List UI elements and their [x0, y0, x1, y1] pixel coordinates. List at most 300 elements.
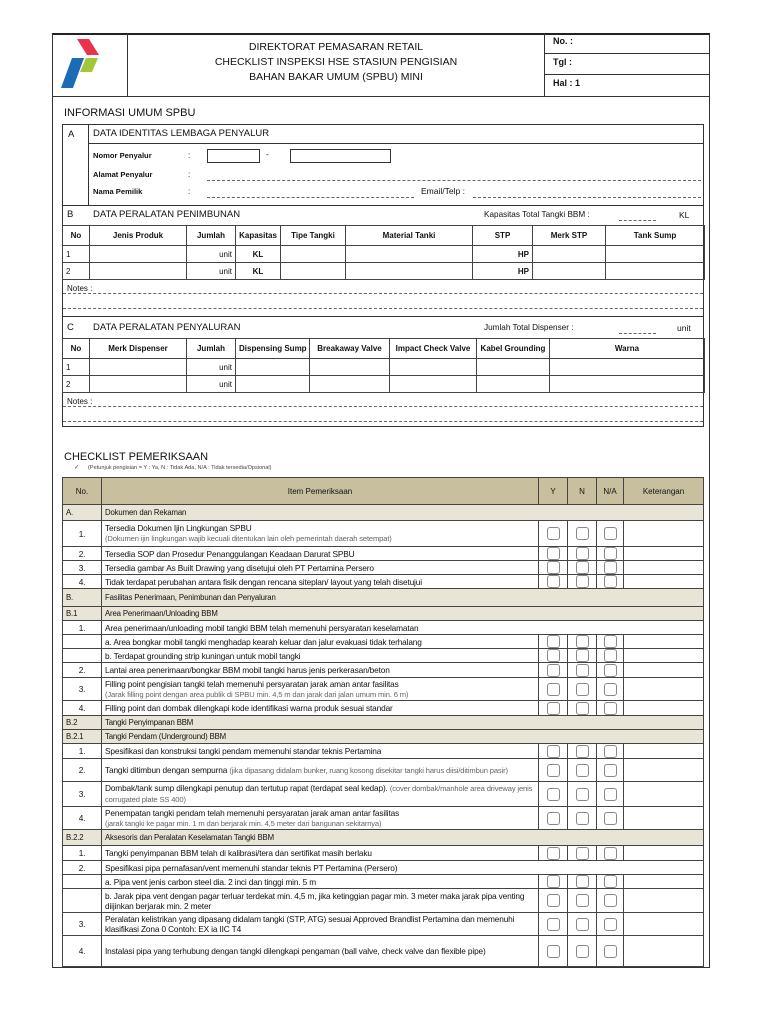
checkbox-y[interactable]: [547, 664, 560, 677]
keterangan-input[interactable]: [624, 575, 704, 589]
cell-n: [568, 782, 597, 807]
email-telp-input[interactable]: [473, 197, 701, 198]
item-label: b. Jarak pipa vent dengan pagar terluar terdekat min. 4,5 m, jika ketinggian pagar min. 3 meter maka jarak pipa venting diijinkan berjarak min. 2 meter: [105, 890, 525, 911]
cell-na: [597, 807, 624, 830]
checkbox-n[interactable]: [576, 649, 589, 662]
table-cell[interactable]: [533, 263, 606, 280]
item-text: [102, 621, 704, 635]
table-cell[interactable]: [550, 359, 705, 376]
keterangan-input[interactable]: [624, 547, 704, 561]
cell-y: [539, 635, 568, 649]
checkbox-na[interactable]: [604, 702, 617, 715]
unit-label: KL: [679, 210, 690, 220]
item-label: Filling point dan dombak dilengkapi kode identifikasi warna produk sesuai standar: [105, 703, 393, 713]
table-cell[interactable]: [550, 376, 705, 393]
info-title: INFORMASI UMUM SPBU: [64, 107, 196, 119]
checkbox-n[interactable]: [576, 561, 589, 574]
cell-y: [539, 807, 568, 830]
cell-n: [568, 649, 597, 663]
pertamina-logo: [52, 33, 128, 97]
checkbox-n[interactable]: [576, 635, 589, 648]
table-cell[interactable]: [90, 263, 187, 280]
column-header: Merk STP: [533, 226, 606, 246]
checklist-row: [63, 649, 704, 663]
table-cell[interactable]: [281, 246, 346, 263]
cell-na: [597, 635, 624, 649]
item-number: 1.: [63, 521, 102, 547]
checkbox-y[interactable]: [547, 745, 560, 758]
notes-line[interactable]: [63, 421, 703, 422]
notes-line[interactable]: [63, 406, 703, 407]
table-cell[interactable]: [90, 359, 187, 376]
cell-na: [597, 889, 624, 913]
checklist-row: [63, 621, 704, 635]
keterangan-input[interactable]: [624, 889, 704, 913]
cell-y: [539, 875, 568, 889]
cell-y: [539, 649, 568, 663]
title-line: DIREKTORAT PEMASARAN RETAIL: [248, 41, 424, 53]
item-number: B.2: [63, 716, 102, 730]
checkbox-y[interactable]: [547, 635, 560, 648]
item-note: (Dokumen ijin lingkungan wajib kecuali ditentukan lain oleh pemerintah daerah setempat): [105, 534, 392, 543]
document-title: [128, 33, 545, 97]
column-header: N: [568, 478, 597, 505]
field-label: Alamat Penyalur: [93, 170, 153, 179]
item-label: Area penerimaan/unloading mobil tangki BBM telah memenuhi persyaratan keselamatan: [105, 622, 419, 633]
item-text: [102, 649, 539, 663]
item-text: [102, 889, 539, 913]
cell-na: [597, 663, 624, 678]
checkbox-y[interactable]: [547, 547, 560, 560]
checkbox-n[interactable]: [576, 527, 589, 540]
fill-instructions: (Petunjuk pengisian = Y : Ya, N : Tidak Ada, N/A : Tidak tersedia/Opsional): [88, 465, 272, 471]
checkbox-y[interactable]: [547, 764, 560, 777]
checklist-row: [63, 846, 704, 861]
column-header: No.: [63, 478, 102, 505]
item-number: 4.: [63, 936, 102, 967]
item-number: A.: [63, 505, 102, 521]
column-header: N/A: [597, 478, 624, 505]
total-dispenser-input[interactable]: [619, 333, 656, 334]
keterangan-input[interactable]: [624, 649, 704, 663]
table-cell[interactable]: [390, 359, 477, 376]
item-number: 2.: [63, 663, 102, 678]
keterangan-input[interactable]: [624, 913, 704, 936]
cell-n: [568, 807, 597, 830]
checkbox-n[interactable]: [576, 847, 589, 860]
cell-n: [568, 759, 597, 782]
checkbox-na[interactable]: [604, 764, 617, 777]
checklist-row: [63, 744, 704, 759]
item-number: 3.: [63, 678, 102, 701]
checklist-title: CHECKLIST PEMERIKSAAN: [64, 451, 209, 463]
section-title: DATA PERALATAN PENYALURAN: [93, 322, 241, 333]
item-text: [102, 913, 539, 936]
cell-na: [597, 936, 624, 967]
checkbox-n[interactable]: [576, 812, 589, 825]
checkbox-na[interactable]: [604, 894, 617, 907]
cell-n: [568, 936, 597, 967]
cell-y: [539, 889, 568, 913]
checkbox-y[interactable]: [547, 812, 560, 825]
column-header: Tank Sump: [606, 226, 705, 246]
checkbox-na[interactable]: [604, 527, 617, 540]
checkbox-n[interactable]: [576, 683, 589, 696]
cell-y: [539, 521, 568, 547]
column-header: No: [63, 339, 90, 359]
keterangan-input[interactable]: [624, 663, 704, 678]
cell-na: [597, 649, 624, 663]
section-row: [63, 607, 704, 621]
checkbox-n[interactable]: [576, 918, 589, 931]
cell-y: [539, 547, 568, 561]
table-cell[interactable]: [310, 376, 390, 393]
checklist-row: [63, 521, 704, 547]
checkbox-na[interactable]: [604, 745, 617, 758]
nomor-penyalur-input-2[interactable]: [290, 149, 391, 163]
cell-na: [597, 547, 624, 561]
table-cell[interactable]: [281, 263, 346, 280]
section-title: DATA IDENTITAS LEMBAGA PENYALUR: [89, 125, 703, 144]
checkbox-n[interactable]: [576, 664, 589, 677]
cell-na: [597, 782, 624, 807]
checklist-row: [63, 663, 704, 678]
section-b: [62, 205, 704, 317]
checkbox-na[interactable]: [604, 649, 617, 662]
colon: :: [188, 170, 191, 179]
cell-y: [539, 575, 568, 589]
item-text: [102, 575, 539, 589]
item-label: b. Terdapat grounding strip kuningan untuk mobil tangki: [105, 650, 301, 661]
colon: :: [188, 187, 191, 196]
checkbox-y[interactable]: [547, 894, 560, 907]
table-cell[interactable]: unit: [187, 246, 236, 263]
section-row: [63, 589, 704, 607]
item-text: [102, 759, 539, 782]
item-label: Instalasi pipa yang terhubung dengan tangki dilengkapi pengaman (ball valve, check valve dan flexible pipe): [105, 946, 486, 956]
row-number: 2: [63, 376, 90, 393]
keterangan-input[interactable]: [624, 759, 704, 782]
checkbox-n[interactable]: [576, 875, 589, 888]
notes-line[interactable]: [63, 293, 703, 294]
keterangan-input[interactable]: [624, 701, 704, 716]
checklist-row: [63, 782, 704, 807]
item-number: 3.: [63, 913, 102, 936]
column-header: Kapasitas: [236, 226, 281, 246]
item-label: Peralatan kelistrikan yang dipasang didalam tangki (STP, ATG) sesuai Approved Brandlist Pertamina dan memenuhi klasifikasi Zona 0 Contoh: EX ia IIC T4: [105, 914, 515, 934]
item-text: [102, 547, 539, 561]
checkbox-n[interactable]: [576, 745, 589, 758]
checklist-row: [63, 861, 704, 875]
colon: :: [188, 151, 191, 160]
checkbox-n[interactable]: [576, 547, 589, 560]
keterangan-input[interactable]: [624, 561, 704, 575]
item-text: [102, 678, 539, 701]
cell-n: [568, 561, 597, 575]
item-text: [102, 521, 539, 547]
column-header: Tipe Tangki: [281, 226, 346, 246]
item-label: Dombak/tank sump dilengkapi penutup dan tertutup rapat (terdapat seal kedap).: [105, 783, 388, 793]
checkbox-na[interactable]: [604, 635, 617, 648]
cell-y: [539, 663, 568, 678]
item-number: B.2.2: [63, 830, 102, 846]
column-header: Jumlah: [187, 226, 236, 246]
keterangan-input[interactable]: [624, 936, 704, 967]
table-cell[interactable]: [533, 246, 606, 263]
table-cell[interactable]: [346, 246, 473, 263]
item-label: Spesifikasi dan konstruksi tangki pendam memenuhi standar teknis Pertamina: [105, 746, 382, 756]
checklist-row: [63, 875, 704, 889]
cell-n: [568, 889, 597, 913]
keterangan-input[interactable]: [624, 875, 704, 889]
checkbox-na[interactable]: [604, 561, 617, 574]
table-cell[interactable]: [390, 376, 477, 393]
item-number: 3.: [63, 561, 102, 575]
table-cell[interactable]: unit: [187, 376, 236, 393]
checkbox-na[interactable]: [604, 812, 617, 825]
checkbox-na[interactable]: [604, 945, 617, 958]
checkbox-n[interactable]: [576, 764, 589, 777]
notes-line[interactable]: [63, 308, 703, 309]
checkbox-na[interactable]: [604, 664, 617, 677]
checkbox-na[interactable]: [604, 788, 617, 801]
cell-n: [568, 701, 597, 716]
separator: -: [266, 150, 269, 159]
field-label: Nama Pemilik: [93, 187, 143, 196]
cell-na: [597, 575, 624, 589]
column-header: Impact Check Valve: [390, 339, 477, 359]
table-cell[interactable]: [606, 246, 705, 263]
cell-y: [539, 759, 568, 782]
item-text: [102, 730, 704, 744]
checkbox-y[interactable]: [547, 918, 560, 931]
item-text: [102, 607, 704, 621]
checklist-row: [63, 759, 704, 782]
item-number: 2.: [63, 547, 102, 561]
nama-pemilik-input[interactable]: [207, 197, 414, 198]
cell-na: [597, 678, 624, 701]
table-cell[interactable]: [477, 376, 550, 393]
checklist-row: [63, 889, 704, 913]
table-cell[interactable]: [236, 359, 310, 376]
keterangan-input[interactable]: [624, 678, 704, 701]
checkbox-y[interactable]: [547, 575, 560, 588]
section-c: [62, 316, 704, 427]
column-header: STP: [473, 226, 533, 246]
cell-n: [568, 635, 597, 649]
checkbox-n[interactable]: [576, 575, 589, 588]
title-line: CHECKLIST INSPEKSI HSE STASIUN PENGISIAN: [214, 56, 458, 68]
table-cell[interactable]: unit: [187, 263, 236, 280]
item-note: (jika dipasang didalam bunker, ruang kosong disekitar tangki harus diisi/ditimbun pasir): [229, 765, 508, 775]
cell-y: [539, 561, 568, 575]
checkbox-na[interactable]: [604, 847, 617, 860]
item-number: 1.: [63, 846, 102, 861]
checkbox-y[interactable]: [547, 847, 560, 860]
field-label: Nomor Penyalur: [93, 151, 152, 160]
section-letter: C: [67, 322, 74, 333]
item-text: [102, 663, 539, 678]
checkbox-na[interactable]: [604, 683, 617, 696]
item-number: B.1: [63, 607, 102, 621]
column-header: Merk Dispenser: [90, 339, 187, 359]
checkbox-y[interactable]: [547, 649, 560, 662]
keterangan-input[interactable]: [624, 635, 704, 649]
cell-na: [597, 846, 624, 861]
alamat-penyalur-input[interactable]: [207, 180, 701, 181]
checkbox-na[interactable]: [604, 875, 617, 888]
cell-n: [568, 913, 597, 936]
keterangan-input[interactable]: [624, 807, 704, 830]
checkbox-na[interactable]: [604, 918, 617, 931]
keterangan-input[interactable]: [624, 846, 704, 861]
cell-na: [597, 913, 624, 936]
checkbox-y[interactable]: [547, 683, 560, 696]
table-cell[interactable]: [236, 376, 310, 393]
notes-label: Notes :: [67, 284, 93, 293]
column-header: Jenis Produk: [90, 226, 187, 246]
table-cell[interactable]: [606, 263, 705, 280]
item-number: 4.: [63, 575, 102, 589]
item-number: 4.: [63, 701, 102, 716]
checkbox-n[interactable]: [576, 894, 589, 907]
checklist-row: [63, 678, 704, 701]
checkbox-n[interactable]: [576, 702, 589, 715]
column-header: No: [63, 226, 90, 246]
item-number: [63, 889, 102, 913]
cell-n: [568, 663, 597, 678]
doc-date[interactable]: Tgl :: [545, 54, 710, 75]
cell-na: [597, 521, 624, 547]
cell-na: [597, 875, 624, 889]
checklist-row: [63, 701, 704, 716]
table-cell[interactable]: [477, 359, 550, 376]
cell-n: [568, 846, 597, 861]
item-text: [102, 701, 539, 716]
item-label: Tangki Penyimpanan BBM: [105, 717, 194, 727]
item-number: B.2.1: [63, 730, 102, 744]
column-header: Y: [539, 478, 568, 505]
item-text: [102, 589, 704, 607]
cell-n: [568, 521, 597, 547]
item-text: [102, 744, 539, 759]
row-number: 1: [63, 359, 90, 376]
table-row: [63, 376, 705, 393]
item-label: Spesifikasi pipa pernafasan/vent memenuhi standar teknis PT Pertamina (Persero): [105, 862, 398, 873]
table-cell[interactable]: unit: [187, 359, 236, 376]
notes-label: Notes :: [67, 397, 93, 406]
item-number: [63, 635, 102, 649]
table-cell[interactable]: [90, 246, 187, 263]
total-capacity-input[interactable]: [619, 220, 656, 221]
column-header: Breakaway Valve: [310, 339, 390, 359]
cell-n: [568, 744, 597, 759]
keterangan-input[interactable]: [624, 744, 704, 759]
keterangan-input[interactable]: [624, 782, 704, 807]
checkbox-y[interactable]: [547, 702, 560, 715]
checkbox-y[interactable]: [547, 875, 560, 888]
dispensing-equipment-table: [62, 338, 705, 393]
unit-label: unit: [677, 323, 691, 333]
item-number: 2.: [63, 759, 102, 782]
table-row: [63, 263, 705, 280]
item-text: [102, 782, 539, 807]
item-text: [102, 505, 704, 521]
table-cell[interactable]: KL: [236, 246, 281, 263]
item-number: 1.: [63, 744, 102, 759]
cell-n: [568, 678, 597, 701]
item-text: [102, 561, 539, 575]
doc-number[interactable]: No. :: [545, 33, 710, 54]
item-label: Tangki Pendam (Underground) BBM: [105, 731, 227, 741]
table-cell[interactable]: [346, 263, 473, 280]
item-label: Penempatan tangki pendam telah memenuhi persyaratan jarak aman antar fasilitas: [105, 807, 400, 818]
section-row: [63, 830, 704, 846]
checkbox-y[interactable]: [547, 788, 560, 801]
checkbox-y[interactable]: [547, 561, 560, 574]
item-text: [102, 807, 539, 830]
table-cell[interactable]: [310, 359, 390, 376]
item-label: Tangki penyimpanan BBM telah di kalibrasi/tera dan sertifikat masih berlaku: [105, 848, 372, 858]
cell-na: [597, 744, 624, 759]
column-header: Dispensing Sump: [236, 339, 310, 359]
item-note: (Jarak filling point dengan area publik di SPBU min. 4,5 m dan jarak dari jalan umum min. 6 m): [105, 689, 409, 699]
item-label: Tersedia gambar As Built Drawing yang disetujui oleh PT Pertamina Persero: [105, 562, 374, 573]
table-cell[interactable]: KL: [236, 263, 281, 280]
item-label: Filling point pengisian tangki telah memenuhi persyaratan jarak aman antar fasilitas: [105, 678, 399, 689]
table-cell[interactable]: [90, 376, 187, 393]
item-number: B.: [63, 589, 102, 607]
item-text: [102, 716, 704, 730]
total-label: Jumlah Total Dispenser :: [484, 323, 574, 332]
item-label: Tidak terdapat perubahan antara fisik dengan rencana siteplan/ layout yang telah disetujui: [105, 576, 422, 587]
cell-y: [539, 846, 568, 861]
checkbox-y[interactable]: [547, 527, 560, 540]
item-number: 2.: [63, 861, 102, 875]
checkbox-n[interactable]: [576, 788, 589, 801]
column-header: Kabel Grounding: [477, 339, 550, 359]
cell-n: [568, 875, 597, 889]
cell-y: [539, 744, 568, 759]
item-number: [63, 875, 102, 889]
table-row: [63, 359, 705, 376]
item-number: 1.: [63, 621, 102, 635]
section-letter: A: [63, 125, 89, 205]
table-cell[interactable]: HP: [473, 263, 533, 280]
checkbox-y[interactable]: [547, 945, 560, 958]
item-note: (cover dombak/manhole area driveway jenis corrugated plate SS 400): [105, 784, 533, 804]
checklist-row: [63, 561, 704, 575]
checkbox-na[interactable]: [604, 575, 617, 588]
item-label: Tersedia Dokumen Ijin Lingkungan SPBU: [105, 523, 252, 533]
item-label: Fasilitas Penerimaan, Penimbunan dan Penyaluran: [105, 592, 276, 602]
item-note: (jarak tangki ke pagar min. 1 m dan berjarak min. 4,5 meter dari bangunan sekitarnya): [105, 818, 382, 828]
checkbox-na[interactable]: [604, 547, 617, 560]
item-text: [102, 846, 539, 861]
item-label: Tersedia SOP dan Prosedur Penanggulangan Keadaan Darurat SPBU: [105, 548, 355, 559]
nomor-penyalur-input-1[interactable]: [207, 149, 260, 163]
item-number: 4.: [63, 807, 102, 830]
item-label: Area Penerimaan/Unloading BBM: [105, 608, 218, 618]
checkbox-n[interactable]: [576, 945, 589, 958]
table-cell[interactable]: HP: [473, 246, 533, 263]
column-header: Warna: [550, 339, 705, 359]
item-label: Tangki ditimbun dengan sempurna: [105, 764, 228, 775]
keterangan-input[interactable]: [624, 521, 704, 547]
item-text: [102, 861, 704, 875]
section-title: DATA PERALATAN PENIMBUNAN: [93, 209, 241, 220]
column-header: Jumlah: [187, 339, 236, 359]
